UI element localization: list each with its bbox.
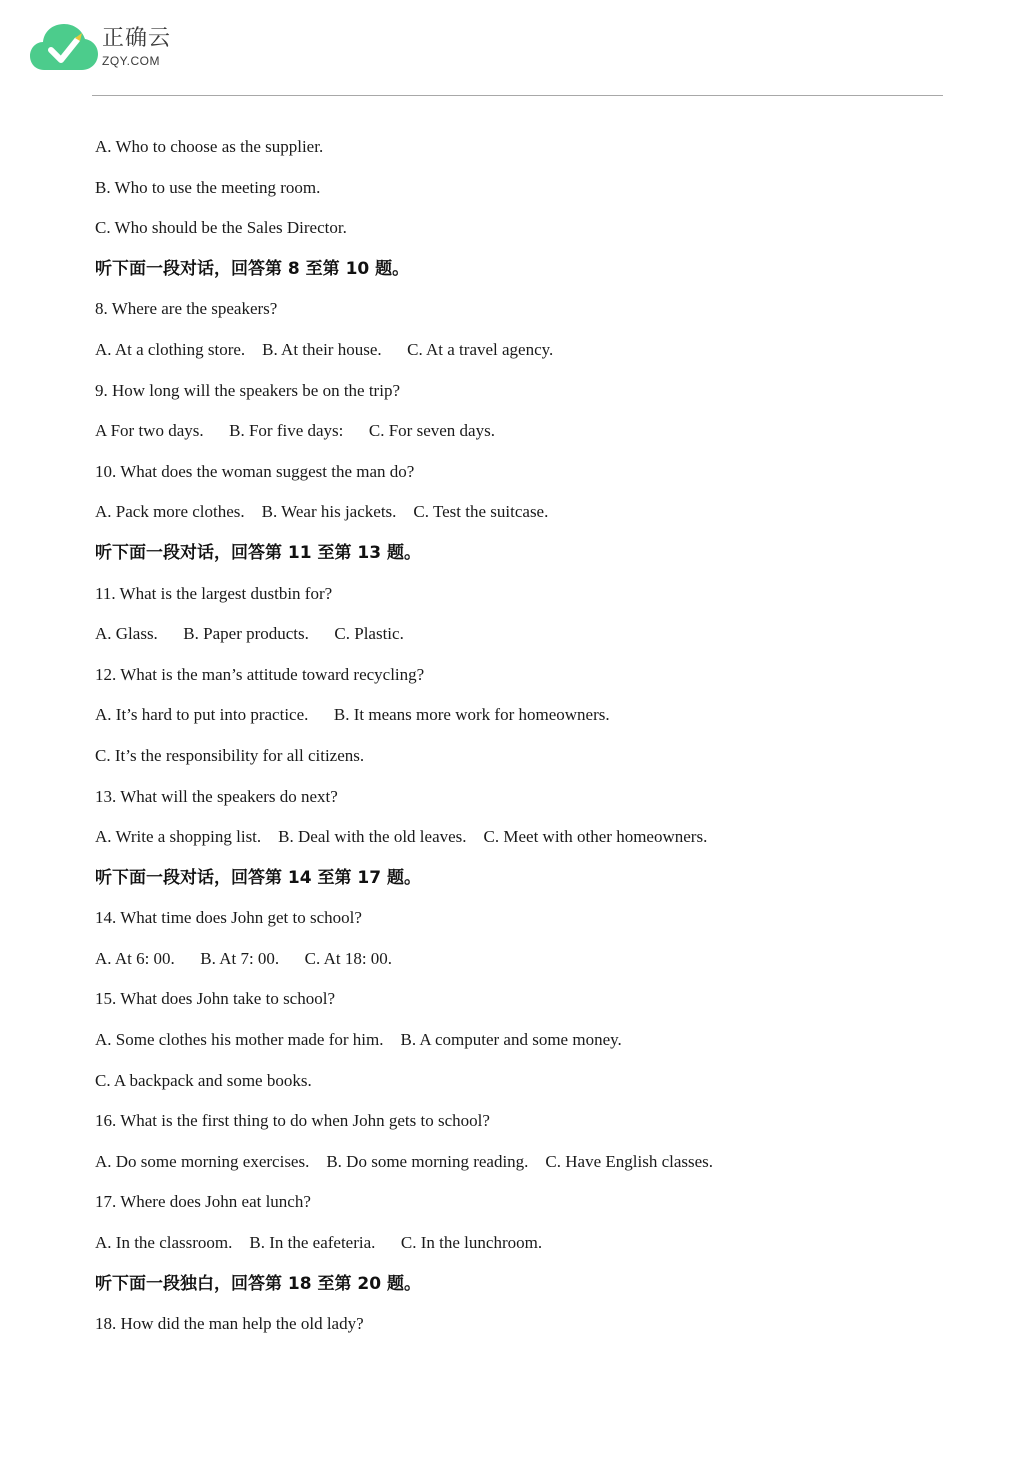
question-text: 9. How long will the speakers be on the trip?	[95, 380, 400, 400]
answer-options: B. Who to use the meeting room.	[95, 177, 321, 197]
logo-domain-text: ZQY.COM	[102, 54, 160, 68]
answer-options: A. Pack more clothes. B. Wear his jackets. C. Test the suitcase.	[95, 502, 549, 522]
answer-options: A For two days. B. For five days: C. For seven days.	[95, 421, 495, 441]
question-text: 11. What is the largest dustbin for?	[95, 583, 333, 603]
logo-chinese-text: 正确云	[102, 26, 172, 51]
question-text: 15. What does John take to school?	[95, 989, 336, 1009]
section-heading: 听下面一段独白，回答第 18 至第 20 题。	[95, 1273, 421, 1294]
question-text: 12. What is the man’s attitude toward recycling?	[95, 664, 425, 684]
question-text: 14. What time does John get to school?	[95, 908, 362, 928]
section-heading: 听下面一段对话，回答第 11 至第 13 题。	[95, 542, 421, 563]
answer-options: A. Some clothes his mother made for him. B. A computer and some money.	[95, 1030, 622, 1050]
section-heading: 听下面一段对话，回答第 14 至第 17 题。	[95, 867, 421, 888]
section-heading: 听下面一段对话，回答第 8 至第 10 题。	[95, 258, 410, 279]
question-text: 10. What does the woman suggest the man do?	[95, 461, 415, 481]
question-text: 18. How did the man help the old lady?	[95, 1314, 364, 1334]
answer-options: A. At 6: 00. B. At 7: 00. C. At 18: 00.	[95, 948, 393, 968]
question-text: 17. Where does John eat lunch?	[95, 1192, 311, 1212]
answer-options: A. Glass. B. Paper products. C. Plastic.	[95, 624, 404, 644]
answer-options: A. Do some morning exercises. B. Do some morning reading. C. Have English classes.	[95, 1151, 714, 1171]
answer-options: A. Who to choose as the supplier.	[95, 137, 324, 156]
answer-options: A. Write a shopping list. B. Deal with the old leaves. C. Meet with other homeowners.	[95, 827, 708, 847]
answer-options: A. It’s hard to put into practice. B. It means more work for homeowners.	[95, 705, 610, 725]
answer-options: C. It’s the responsibility for all citizens.	[95, 745, 365, 765]
cloud-check-logo-icon	[30, 22, 98, 72]
answer-options: C. A backpack and some books.	[95, 1070, 312, 1090]
question-text: 13. What will the speakers do next?	[95, 786, 338, 806]
zqy-logo[interactable]	[30, 22, 190, 74]
question-text: 8. Where are the speakers?	[95, 299, 278, 319]
page-header	[0, 0, 1034, 96]
header-divider	[92, 95, 943, 96]
answer-options: A. In the classroom. B. In the eafeteria. C. In the lunchroom.	[95, 1233, 543, 1253]
answer-options: C. Who should be the Sales Director.	[95, 218, 347, 238]
question-text: 16. What is the first thing to do when John gets to school?	[95, 1111, 490, 1131]
exam-content	[95, 127, 945, 1345]
answer-options: A. At a clothing store. B. At their house. C. At a travel agency.	[95, 339, 554, 359]
